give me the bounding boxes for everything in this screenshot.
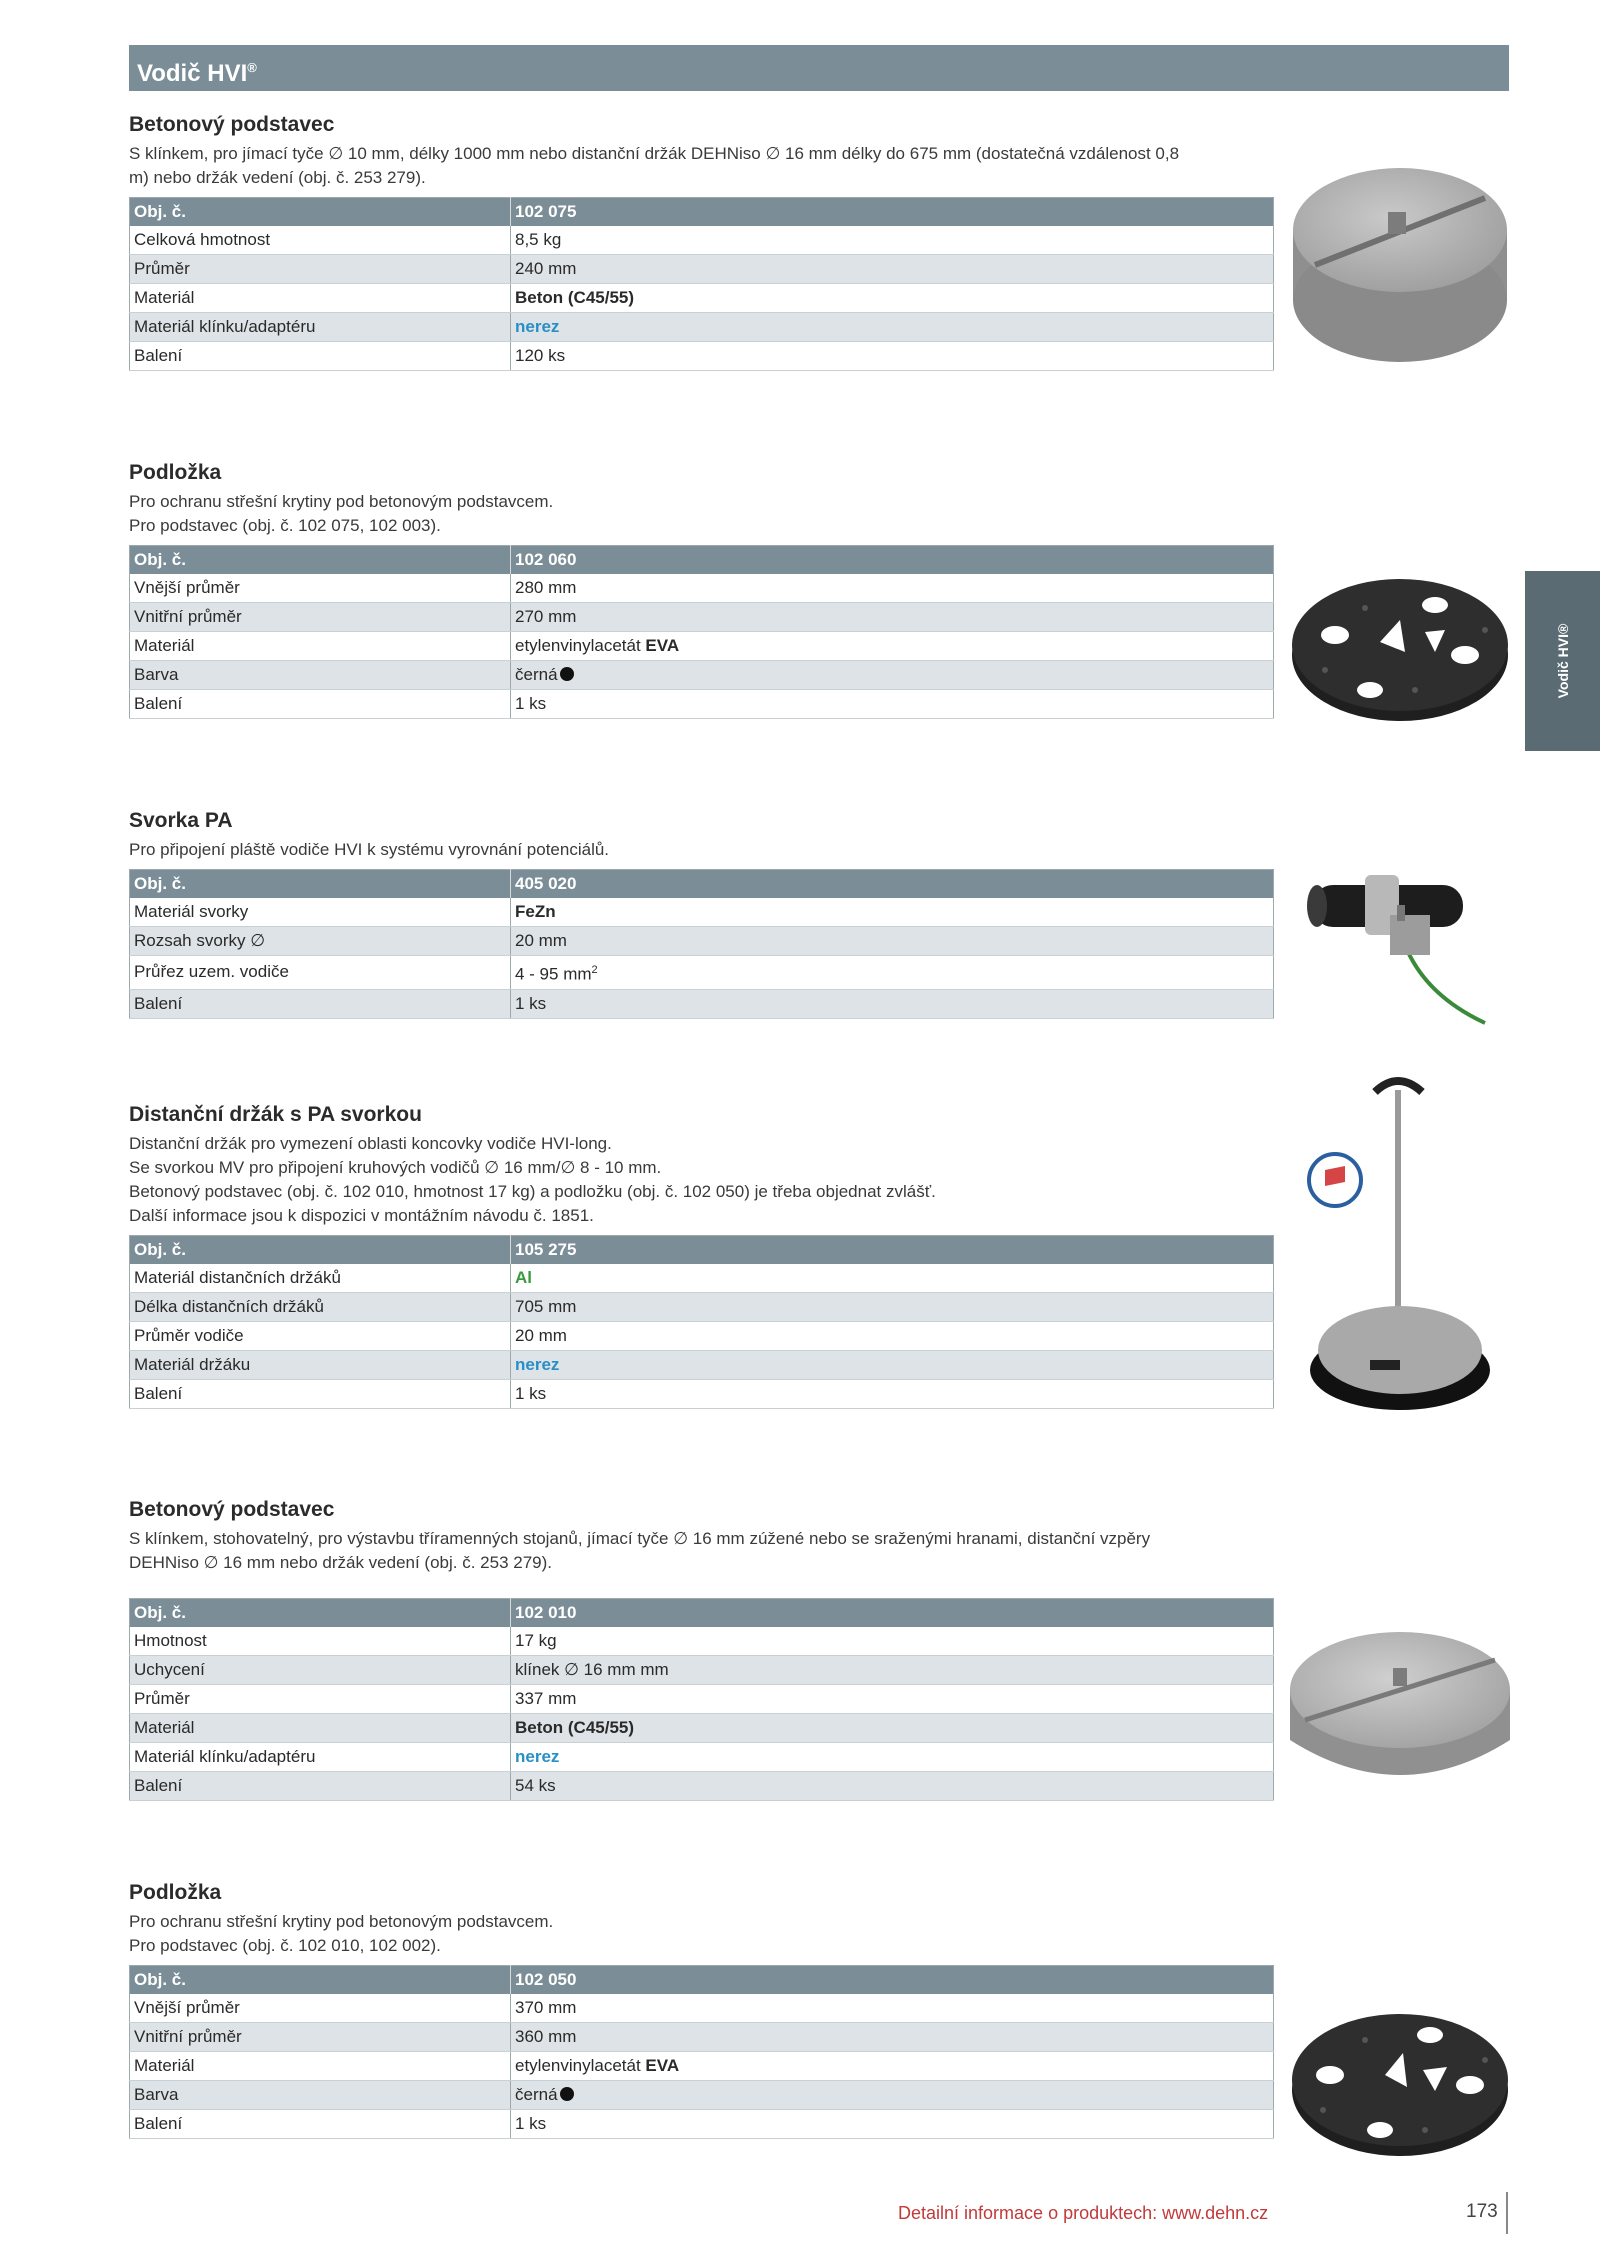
table-row	[130, 313, 1274, 342]
table-row	[130, 898, 1274, 927]
table-row	[130, 2023, 1274, 2052]
spec-label: Obj. č.	[130, 1599, 511, 1628]
table-row	[130, 661, 1274, 690]
spec-table	[129, 545, 1274, 719]
pa-clamp-image	[1305, 845, 1495, 1025]
table-row	[130, 927, 1274, 956]
spec-value: 120 ks	[511, 342, 1274, 371]
spec-value: nerez	[511, 1351, 1274, 1380]
table-row	[130, 1351, 1274, 1380]
description-line: m) nebo držák vedení (obj. č. 253 279).	[129, 168, 426, 187]
table-header-row	[130, 198, 1274, 227]
spec-value: 280 mm	[511, 574, 1274, 603]
spacer-with-pa-clamp-image	[1300, 1070, 1500, 1420]
spec-label: Délka distančních držáků	[130, 1293, 511, 1322]
spec-table	[129, 1598, 1274, 1801]
product-description	[129, 142, 1274, 190]
order-number: 102 060	[511, 546, 1274, 575]
spec-value: etylenvinylacetát EVA	[511, 632, 1274, 661]
spec-value: 337 mm	[511, 1685, 1274, 1714]
spec-label: Balení	[130, 1772, 511, 1801]
order-number: 405 020	[511, 870, 1274, 899]
spec-label: Obj. č.	[130, 1236, 511, 1265]
table-row	[130, 1685, 1274, 1714]
product-title: Podložka	[129, 1881, 222, 1904]
table-row	[130, 1264, 1274, 1293]
spec-value: 20 mm	[511, 1322, 1274, 1351]
product-description	[129, 1910, 1274, 1958]
spec-label: Balení	[130, 342, 511, 371]
section-header-bar	[129, 45, 1509, 91]
spec-value: nerez	[511, 313, 1274, 342]
spec-table	[129, 1965, 1274, 2139]
spec-label: Balení	[130, 1380, 511, 1409]
product-description	[129, 490, 1274, 538]
table-row	[130, 989, 1274, 1018]
order-number: 102 010	[511, 1599, 1274, 1628]
spec-value: 705 mm	[511, 1293, 1274, 1322]
description-line: Distanční držák pro vymezení oblasti koncovky vodiče HVI-long.	[129, 1134, 612, 1153]
table-row	[130, 1743, 1274, 1772]
spec-label: Barva	[130, 661, 511, 690]
spec-value: 17 kg	[511, 1627, 1274, 1656]
description-line: S klínkem, pro jímací tyče ∅ 10 mm, délky 1000 mm nebo distanční držák DEHNiso ∅ 16 mm délky do 675 mm (dostatečná vzdálenost 0,8	[129, 144, 1180, 163]
table-row	[130, 342, 1274, 371]
page-number-divider	[1506, 2192, 1508, 2234]
table-row	[130, 1994, 1274, 2023]
spec-label: Balení	[130, 989, 511, 1018]
product-section	[129, 1497, 1274, 1801]
description-line: Pro podstavec (obj. č. 102 075, 102 003).	[129, 516, 441, 535]
spec-value: klínek ∅ 16 mm mm	[511, 1656, 1274, 1685]
product-title: Svorka PA	[129, 809, 233, 832]
description-line: Pro ochranu střešní krytiny pod betonovým podstavcem.	[129, 492, 554, 511]
product-section	[129, 460, 1274, 719]
spec-label: Materiál klínku/adaptéru	[130, 313, 511, 342]
table-header-row	[130, 1966, 1274, 1995]
product-section	[129, 1880, 1274, 2139]
spec-label: Celková hmotnost	[130, 226, 511, 255]
order-number: 102 075	[511, 198, 1274, 227]
spec-value: 270 mm	[511, 603, 1274, 632]
product-description	[129, 1527, 1274, 1575]
spec-label: Hmotnost	[130, 1627, 511, 1656]
table-row	[130, 1293, 1274, 1322]
description-line: S klínkem, stohovatelný, pro výstavbu tříramenných stojanů, jímací tyče ∅ 16 mm zúžené nebo se sraženými hranami, distanční vzpěry	[129, 1529, 1151, 1548]
table-header-row	[130, 546, 1274, 575]
spec-value: Al	[511, 1264, 1274, 1293]
table-row	[130, 1656, 1274, 1685]
side-chapter-tab[interactable]	[1525, 571, 1600, 751]
concrete-base-image	[1285, 150, 1515, 390]
spec-label: Uchycení	[130, 1656, 511, 1685]
table-header-row	[130, 870, 1274, 899]
table-row	[130, 284, 1274, 313]
spec-label: Obj. č.	[130, 870, 511, 899]
table-row	[130, 2110, 1274, 2139]
spec-label: Materiál	[130, 1714, 511, 1743]
spec-value: 1 ks	[511, 989, 1274, 1018]
spec-label: Vnější průměr	[130, 574, 511, 603]
spec-label: Vnitřní průměr	[130, 603, 511, 632]
spec-label: Průměr	[130, 1685, 511, 1714]
table-row	[130, 2081, 1274, 2110]
table-header-row	[130, 1599, 1274, 1628]
description-line: DEHNiso ∅ 16 mm nebo držák vedení (obj. č. 253 279).	[129, 1553, 553, 1572]
spec-table	[129, 869, 1274, 1019]
spec-value: 240 mm	[511, 255, 1274, 284]
product-title: Betonový podstavec	[129, 1498, 335, 1521]
table-row	[130, 690, 1274, 719]
spec-label: Vnitřní průměr	[130, 2023, 511, 2052]
product-title: Podložka	[129, 461, 222, 484]
description-line: Pro ochranu střešní krytiny pod betonovým podstavcem.	[129, 1912, 554, 1931]
header-title: Vodič HVI®	[137, 60, 257, 87]
footer-product-link[interactable]: Detailní informace o produktech: www.dehn.cz	[898, 2203, 1269, 2223]
spec-label: Materiál klínku/adaptéru	[130, 1743, 511, 1772]
spec-value: 4 - 95 $mm^2$	[511, 956, 1274, 990]
spec-table	[129, 1235, 1274, 1409]
table-row	[130, 1772, 1274, 1801]
order-number: 102 050	[511, 1966, 1274, 1995]
product-title: Distanční držák s PA svorkou	[129, 1103, 422, 1126]
description-line: Pro podstavec (obj. č. 102 010, 102 002).	[129, 1936, 441, 1955]
spec-value: Beton (C45/55)	[511, 1714, 1274, 1743]
spec-value: černá	[511, 2081, 1274, 2110]
spec-label: Průměr	[130, 255, 511, 284]
table-row	[130, 255, 1274, 284]
black-pad-image	[1285, 560, 1515, 730]
spec-label: Obj. č.	[130, 546, 511, 575]
order-number: 105 275	[511, 1236, 1274, 1265]
spec-value: černá	[511, 661, 1274, 690]
table-row	[130, 1714, 1274, 1743]
table-row	[130, 603, 1274, 632]
spec-label: Materiál	[130, 284, 511, 313]
product-title: Betonový podstavec	[129, 113, 335, 136]
table-row	[130, 956, 1274, 990]
spec-label: Materiál svorky	[130, 898, 511, 927]
spec-label: Materiál	[130, 632, 511, 661]
spec-value: 1 ks	[511, 1380, 1274, 1409]
spec-value: nerez	[511, 1743, 1274, 1772]
page-number: 173	[1466, 2201, 1498, 2222]
product-description	[129, 1132, 1274, 1228]
black-color-dot-icon	[560, 667, 574, 681]
spec-label: Balení	[130, 690, 511, 719]
table-row	[130, 226, 1274, 255]
product-section	[129, 112, 1274, 371]
spec-value: 1 ks	[511, 2110, 1274, 2139]
spec-label: Materiál	[130, 2052, 511, 2081]
table-row	[130, 1627, 1274, 1656]
spec-label: Obj. č.	[130, 1966, 511, 1995]
spec-value: 370 mm	[511, 1994, 1274, 2023]
spec-label: Obj. č.	[130, 198, 511, 227]
table-row	[130, 574, 1274, 603]
description-line: Pro připojení pláště vodiče HVI k systému vyrovnání potenciálů.	[129, 840, 610, 859]
spec-label: Vnější průměr	[130, 1994, 511, 2023]
spec-value: 1 ks	[511, 690, 1274, 719]
description-line: Další informace jsou k dispozici v montážním návodu č. 1851.	[129, 1206, 594, 1225]
table-row	[130, 2052, 1274, 2081]
spec-value: etylenvinylacetát EVA	[511, 2052, 1274, 2081]
spec-label: Barva	[130, 2081, 511, 2110]
spec-label: Průřez uzem. vodiče	[130, 956, 511, 990]
side-tab-label: Vodič HVI®	[1554, 623, 1571, 699]
product-description	[129, 838, 1274, 862]
spec-label: Materiál držáku	[130, 1351, 511, 1380]
table-row	[130, 632, 1274, 661]
concrete-base-large-image	[1285, 1620, 1515, 1810]
spec-value: 360 mm	[511, 2023, 1274, 2052]
spec-value: 8,5 kg	[511, 226, 1274, 255]
table-row	[130, 1322, 1274, 1351]
description-line: Se svorkou MV pro připojení kruhových vodičů ∅ 16 mm/∅ 8 - 10 mm.	[129, 1158, 662, 1177]
product-section	[129, 808, 1274, 1019]
spec-label: Balení	[130, 2110, 511, 2139]
spec-table	[129, 197, 1274, 371]
table-header-row	[130, 1236, 1274, 1265]
spec-value: Beton (C45/55)	[511, 284, 1274, 313]
spec-value: 20 mm	[511, 927, 1274, 956]
black-color-dot-icon	[560, 2087, 574, 2101]
spec-value: FeZn	[511, 898, 1274, 927]
table-row	[130, 1380, 1274, 1409]
spec-value: 54 ks	[511, 1772, 1274, 1801]
spec-label: Materiál distančních držáků	[130, 1264, 511, 1293]
spec-label: Průměr vodiče	[130, 1322, 511, 1351]
description-line: Betonový podstavec (obj. č. 102 010, hmotnost 17 kg) a podložku (obj. č. 102 050) je třeba objednat zvlášť.	[129, 1182, 936, 1201]
black-pad-large-image	[1285, 1995, 1515, 2165]
product-section	[129, 1102, 1274, 1409]
spec-label: Rozsah svorky ∅	[130, 927, 511, 956]
